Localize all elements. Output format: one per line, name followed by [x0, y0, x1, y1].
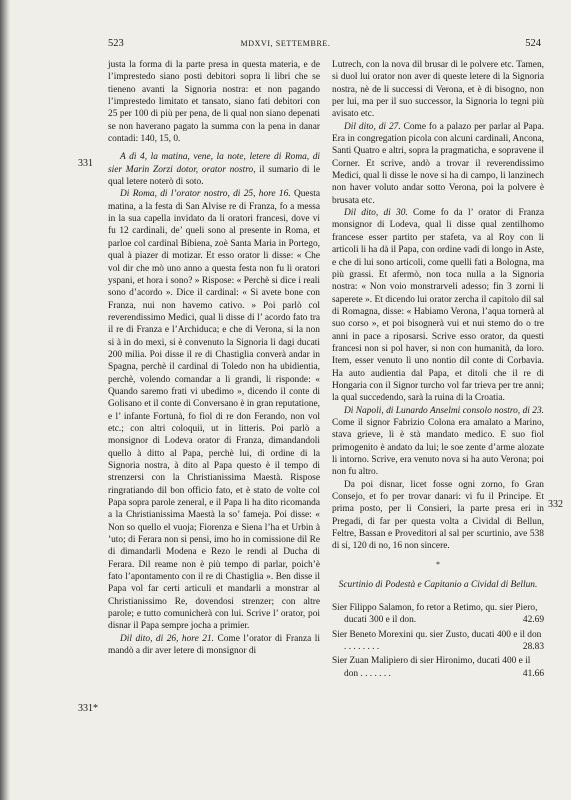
paragraph-lead: Dil dito, di 26, hore 21. [120, 633, 214, 644]
paragraph-body: il sumario di le qual letere noterò di soto. [108, 164, 320, 188]
paragraph-naples [332, 405, 544, 479]
paragraph-body: Come fo da l’ orator di Franza monsignor di Lodeva, qual li disse qual zentilhomo francese esser partito per stafeta, va al Roy con li articoli li ha dà il Papa, con ordine vadi di longo in Aste, e che di lui sono articoli, come quelli fati a Bologna, ma più grassi. Et afermò, non toca nulla a la Signoria nostra: « Non voio monstrarveli adesso; fin 3 zorni li saperete ». Et dicendo lui orator zercha il capitolo dil sal di Romagna, disse: « Habiamo Verona, l’aqua tornerà al suo corso », et poi bisognerà vui et nui stemo do o tre anni in pace a riposarsi. Scrive esso orator, da questi francesi non si pol haver, si non con humanità, da loro. Item, esser venuto lì uno nontio dil conte di Corbavia. Ha auto audientia dal Papa, et ditoli che il re di Hongaria con il Signor turcho vol far trieva per tre anni; la qual succedendo, sarà la ruina di la Croatia. [332, 208, 544, 404]
margin-number-332: 332 [548, 499, 563, 510]
paragraph-letters-rome [108, 151, 320, 188]
candidate-vote-amount: 41.66 [522, 668, 544, 679]
election-candidate-row [332, 655, 544, 680]
page-number-right: 524 [525, 38, 541, 49]
running-title: MDXVI, SETTEMBRE. [240, 39, 331, 48]
paragraph-lead: Di Roma, di l’orator nostro, di 25, hore 16. [120, 189, 291, 200]
candidate-text: Sier Zuan Malipiero di sier Hironimo, ducati 400 e il don . . . . . . . [332, 656, 531, 679]
paragraph-gran-consejo: Da poi disnar, licet fosse ogni zorno, fo Gran Consejo, et fo per trovar danari: vi fu il Principe. Et prima posto, per li Consieri, la parte presa eri in Pregadi, di far per questa volta a Cividal di Bellun, Feltre, Bassan e Proveditori al sal per scurtinio, ave 538 di si, 120 di no, 16 non sincere. [332, 479, 544, 552]
section-title: Scurtinio di Podestà e Capitanio a Cividal di Bellun. [338, 580, 538, 591]
candidate-vote-amount: 42.69 [522, 615, 544, 626]
section-ornament: * [436, 559, 440, 569]
paragraph-orator-25 [108, 188, 320, 632]
right-column [332, 59, 544, 682]
book-gutter-shadow [0, 0, 10, 800]
running-header [0, 38, 571, 52]
election-candidate-row [332, 629, 544, 654]
election-candidate-row [332, 602, 544, 627]
election-list [332, 602, 544, 680]
paragraph-lead: Dil dito, di 30. [344, 208, 408, 219]
paragraph-body: Come fo a palazo per parlar al Papa. Era in congregation picola con alcuni cardinali, Ancona, Santi Quatro e altri, sopra la pragmaticha, e sopravene il Corner. Et scrive, andò a trovar il reverendissimo Medici, qual li disse le nove si ha di campo, li lanzinech non haver voluto andar sotto Verona, poi la polvere è brusata etc. [332, 121, 544, 206]
candidate-text: Sier Filippo Salamon, fo retor a Retimo, qu. sier Piero, ducati 300 e il don. [332, 603, 538, 626]
paragraph-body: Questa matina, a la festa di San Alvise re di Franza, fo a messa in la sua capella invidato da li oratori francesi, dove vi fu 12 cardinali, de’ queli sono al presente in Roma, et parloe col cardinal Bibiena, zoè Santa Maria in Portego, qual à piazer di motizar. Et esso orator li disse: « Che vol dir che mò uno anno a questa festa non fu li oratori yspani, et hora i sono? » Rispose: « Perchè si dice i reali sono d’acordo ». Dice il cardinal: « Si avete bone con Franza, nui non havemo cativo. » Poi parlò col reverendissimo Medici, qual li disse di l’ acordo fato tra il re di Franza e l’Archiduca; e che di Verona, si la non si à in do mexi, si è convenuto la Signoria li dagi ducati 200 milia. Poi disse il re di Chastiglia converà andar in Spagna, perchè il cardinal di Toledo non ha ubidientia, perchè, volendo comandar a li grandi, li risponde: « Quando saremo frati vi ubedimo », dicendo il conte di Golisano et il conte di Conversano è in gran reputatione, e l’ infante Fortunà, fo fiol di re don Ferando, non vol etc.; con altri coloquii, ut in litteris. Poi parlò a monsignor di Lodeva orator di Franza, dimandandoli quello à ditto al Papa, perchè lui, di ordine di la Signoria nostra, à dito al Papa questo è il tempo di strenzersi con la Christianissima Maestà. Rispose ringratiando dil bon officio fato, et è stato de volte col Papa sopra parole zeneral, e il Papa li ha dito ricomanda a la Christianissima Maestà la so’ fameja. Poi disse: « Non so quello el vuoja; Fiorenza e Siena l’ha et Urbin à ’uto; di Ferara non si pensi, imo ho in comissione dil Re di dimandarli Modena e Rezo le rendi al Ducha di Ferara. Dil reame non è più tempo di parlar, poich’è fato l’apontamento con il re di Chastiglia ». Ben disse il Papa vol far certi articuli et mandarli a monstrar al Christianissimo Re, dovendosi strenzer; con altre parole; e tutto comunicherà con lui. Scrive l’ orator, poi disnar il Papa sempre jocha a primier. [108, 189, 320, 632]
paragraph-body: Come il signor Fabrizio Colona era amalato a Marino, stava grieve, lì è stà mandato medico. E suo fiol primogenito è andato da lui; le soe zente d’arme alozate li intorno. Scrive, era venuto nova si ha auto Verona; poi non fu altro. [332, 417, 544, 478]
paragraph-lead: Di Napoli, di Lunardo Anselmi consolo nostro, di 23. [344, 405, 544, 416]
left-column [108, 59, 320, 658]
paragraph-orator-27 [332, 121, 544, 207]
paragraph-lead: Dil dito, di 27. [344, 121, 401, 132]
candidate-text: Sier Beneto Morexini qu. sier Zusto, ducati 400 e il don . . . . . . . . [332, 629, 542, 653]
margin-number-331-star: 331* [78, 703, 98, 714]
paragraph-orator-26 [108, 633, 320, 658]
margin-number-331: 331 [78, 158, 93, 169]
paragraph-lead: A dì 4, la matina, vene, la note, letere di Roma, di sier Marin Zorzi dotor, orator nostro, [108, 152, 320, 175]
candidate-vote-amount: 28.83 [522, 642, 544, 653]
paragraph-continuation: justa la forma di la parte presa in questa materia, e de l’imprestedo siano posti debitori sopra li libri che se tieneno avanti la Signoria nostra: et non pagando l’imprestedo limitato et tansato, siano fati debitori con 25 per 100 di più per pena, de li qual non siano depenati se non haverano pagato la summa con la pena in danar contadi: 140, 15, 0. [108, 60, 320, 145]
paragraph-continuation: Lutrech, con la nova dil brusar di le polvere etc. Tamen, si duol lui orator non aver di queste letere di la Signoria nostra, nè de li successi di Verona, et è di bisogno, non per lui, ma per il suo successor, la Signoria lo tegni più avisato etc. [332, 60, 544, 120]
page-number-left: 523 [108, 38, 124, 49]
paragraph-orator-30 [332, 207, 544, 405]
paragraph-body: Come l’orator di Franza li mandò a dir aver letere di monsignor di [108, 633, 320, 657]
